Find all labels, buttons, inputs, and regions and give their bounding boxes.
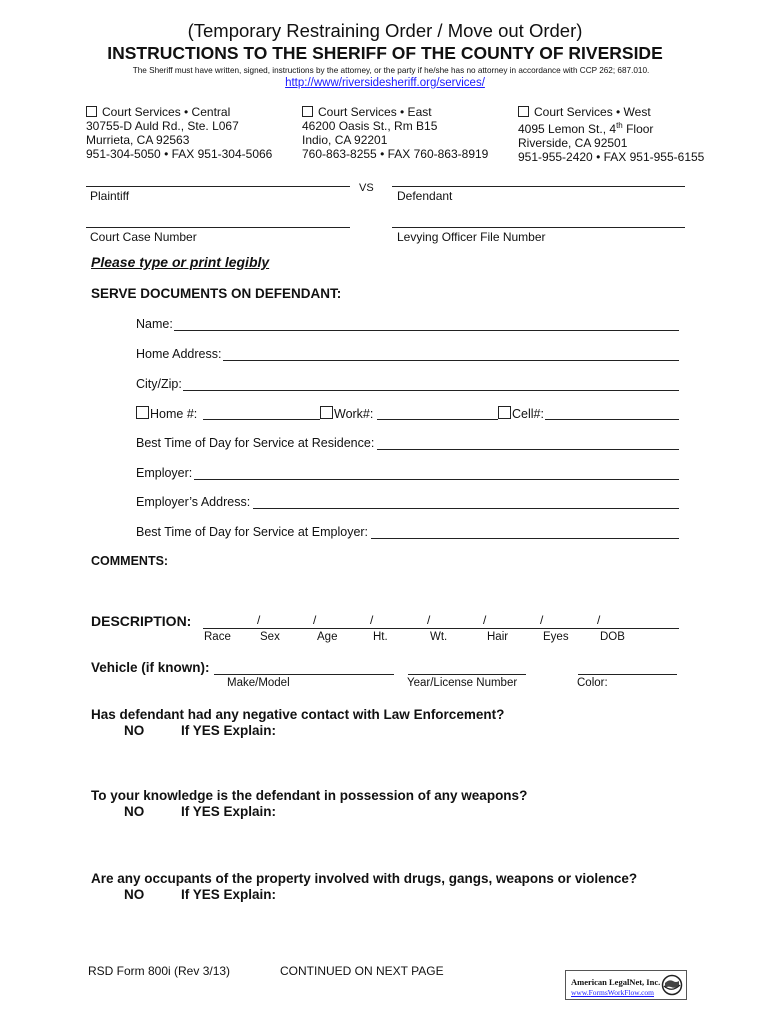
home-phone-label: Home #: [150,407,198,421]
year-plate-label: Year/License Number [407,677,518,689]
description-slash: / [483,613,487,627]
description-race-label: Race [204,631,231,643]
question-law-enforcement-yes[interactable]: If YES Explain: [181,723,277,738]
levying-file-label: Levying Officer File Number [397,230,546,244]
name-field[interactable] [174,330,679,331]
description-slash: / [257,613,261,627]
cell-phone-field[interactable] [545,419,679,420]
work-phone-field[interactable] [377,419,498,420]
question-drugs-gangs: Are any occupants of the property involved with drugs, gangs, weapons or violence? [91,871,638,886]
office-central-city: Murrieta, CA 92563 [86,133,190,147]
office-central-label: Court Services • Central [102,105,231,119]
work-phone-checkbox[interactable] [320,406,333,419]
office-west [518,105,704,164]
office-west-phone: 951-955-2420 • FAX 951-955-6155 [518,150,705,164]
best-time-employer-field[interactable] [371,538,679,539]
question-law-enforcement-no[interactable]: NO [124,723,145,738]
best-time-employer-label: Best Time of Day for Service at Employer: [136,525,369,539]
office-east-city: Indio, CA 92201 [302,133,388,147]
case-number-label: Court Case Number [90,230,197,244]
employer-label: Employer: [136,466,193,480]
cell-phone-label: Cell#: [512,407,544,421]
office-west-checkbox[interactable] [518,106,529,117]
title-line-2: INSTRUCTIONS TO THE SHERIFF OF THE COUNTY OF RIVERSIDE [107,43,663,63]
home-address-label: Home Address: [136,347,222,361]
office-east-phone: 760-863-8255 • FAX 760-863-8919 [302,147,489,161]
office-east-label: Court Services • East [318,105,432,119]
office-east [302,105,488,161]
vs-label: VS [359,182,374,194]
employer-address-field[interactable] [253,508,679,509]
office-west-city: Riverside, CA 92501 [518,136,628,150]
description-field[interactable] [203,628,679,629]
publisher-name: American LegalNet, Inc. [571,977,661,987]
best-time-residence-label: Best Time of Day for Service at Residence: [136,436,375,450]
office-central-address: 30755-D Auld Rd., Ste. L067 [86,119,239,133]
continued-note: CONTINUED ON NEXT PAGE [280,964,444,978]
comments-label: COMMENTS: [91,554,169,568]
city-zip-label: City/Zip: [136,377,182,391]
title-line-1: (Temporary Restraining Order / Move out Order) [187,20,583,41]
description-dob-label: DOB [600,631,625,643]
defendant-label: Defendant [397,189,453,203]
description-slash: / [597,613,601,627]
case-number-line[interactable] [86,227,350,228]
office-central [86,105,272,161]
best-time-residence-field[interactable] [377,449,679,450]
employer-address-label: Employer’s Address: [136,495,251,509]
form-id: RSD Form 800i (Rev 3/13) [88,964,231,978]
description-eyes-label: Eyes [543,631,569,643]
serve-heading: SERVE DOCUMENTS ON DEFENDANT: [91,286,342,301]
work-phone-label: Work#: [334,407,374,421]
question-law-enforcement: Has defendant had any negative contact with Law Enforcement? [91,707,505,722]
sheriff-notice: The Sheriff must have written, signed, instructions by the attorney, or the party if he/she has no attorney in accordance with CCP 262; 687.010. [132,66,650,75]
description-slash: / [427,613,431,627]
question-drugs-gangs-no[interactable]: NO [124,887,145,902]
sheriff-url-link[interactable]: http://www/riversidesheriff.org/services/ [285,77,485,89]
plaintiff-line[interactable] [86,186,350,187]
year-plate-field[interactable] [408,674,526,675]
publisher-logo [565,970,687,1000]
question-drugs-gangs-yes[interactable]: If YES Explain: [181,887,277,902]
question-weapons-yes[interactable]: If YES Explain: [181,804,277,819]
question-weapons: To your knowledge is the defendant in possession of any weapons? [91,788,528,803]
description-hair-label: Hair [487,631,509,643]
home-phone-field[interactable] [203,419,320,420]
home-address-field[interactable] [223,360,679,361]
description-slash: / [313,613,317,627]
description-slash: / [370,613,374,627]
office-central-phone: 951-304-5050 • FAX 951-304-5066 [86,147,273,161]
description-heading: DESCRIPTION: [91,613,192,629]
globe-icon [661,974,683,996]
color-label: Color: [577,677,608,689]
levying-file-line[interactable] [392,227,685,228]
cell-phone-group [498,406,544,421]
question-weapons-no[interactable]: NO [124,804,145,819]
cell-phone-checkbox[interactable] [498,406,511,419]
home-phone-checkbox[interactable] [136,406,149,419]
name-label: Name: [136,317,173,331]
work-phone-group [320,406,373,421]
plaintiff-label: Plaintiff [90,189,130,203]
color-field[interactable] [578,674,677,675]
office-east-address: 46200 Oasis St., Rm B15 [302,119,438,133]
defendant-line[interactable] [392,186,685,187]
office-central-checkbox[interactable] [86,106,97,117]
city-zip-field[interactable] [183,390,679,391]
description-weight-label: Wt. [430,631,448,643]
office-west-address: 4095 Lemon St., 4th Floor [518,121,654,136]
make-model-field[interactable] [214,674,394,675]
vehicle-heading: Vehicle (if known): [91,660,210,675]
make-model-label: Make/Model [227,677,290,689]
office-west-label: Court Services • West [534,105,651,119]
description-height-label: Ht. [373,631,388,643]
publisher-url: www.FormsWorkFlow.com [571,988,655,997]
home-phone-group [136,406,197,421]
office-east-checkbox[interactable] [302,106,313,117]
employer-field[interactable] [194,479,679,480]
print-legibly-note: Please type or print legibly [91,254,270,270]
description-slash: / [540,613,544,627]
description-sex-label: Sex [260,631,280,643]
description-age-label: Age [317,631,338,643]
